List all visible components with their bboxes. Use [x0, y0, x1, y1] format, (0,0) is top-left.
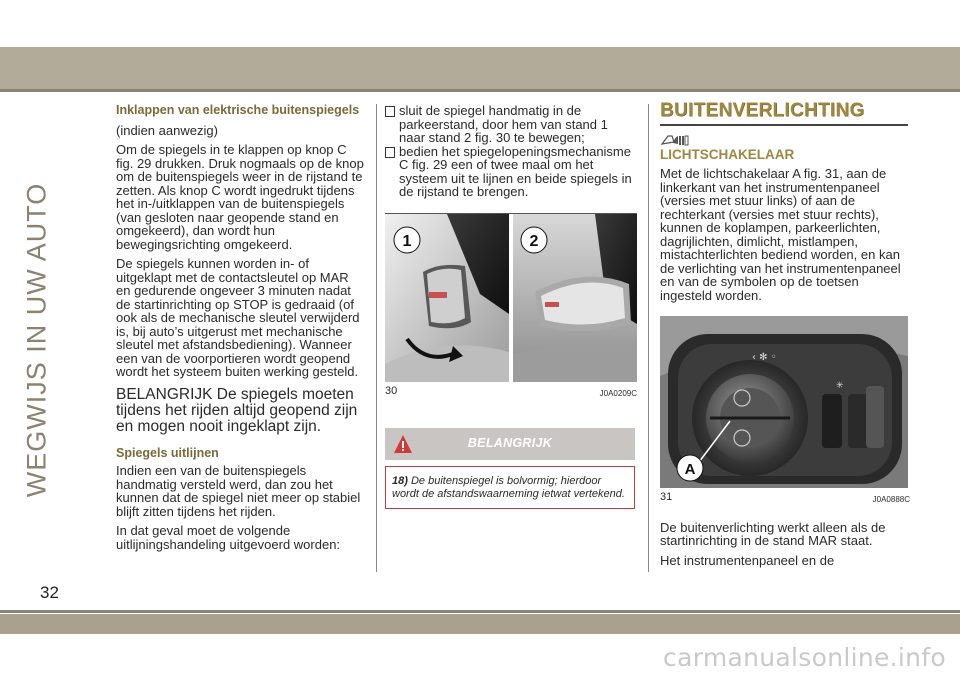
important-note: BELANGRIJK De spiegels moeten tijdens het rijden altijd geopend zijn en mogen nooit ingeklapt zijn.: [116, 385, 358, 435]
figure-code: J0A0888C: [872, 495, 910, 504]
section-heading-mirror-alignment: Spiegels uitlijnen: [116, 445, 219, 460]
paragraph: Met de lichtschakelaar A fig. 31, aan de linkerkant van het instrumentenpaneel (versies met stuur links) of aan de rechterkant (versies met stuur rechts), kunnen de koplampen, parkeerlichten, dagrijlichten, dimlicht, mistlampen, mistachterlichten bediend worden, en kan de verlichting van het instrumentenpaneel en van de symbolen op de toetsen ingesteld worden.: [660, 166, 901, 303]
checkbox-bullet-icon: [385, 106, 395, 117]
svg-text:‹ ✻ ◦: ‹ ✻ ◦: [752, 352, 777, 363]
checkbox-bullet-icon: [385, 147, 395, 158]
section-heading-light-switch: LICHTSCHAKELAAR: [660, 146, 795, 162]
paragraph: Om de spiegels in te klappen op knop C fig. 29 drukken. Druk nogmaals op de knop om de buitenspiegels weer in de rijstand te zetten. Als knop C wordt ingedrukt tijdens het in-/uitklappen van de buitenspiegels (van gesloten naar geopende stand en omgekeerd), dan wordt hun bewegingsrichting omgekeerd.: [116, 142, 364, 252]
heading-rule: [660, 124, 908, 126]
paragraph: De buitenverlichting werkt alleen als de startinrichting in de stand MAR staat.: [660, 519, 886, 548]
light-switch-illustration: [660, 316, 908, 488]
warning-header: [385, 428, 635, 460]
figure-label-a: A: [684, 461, 696, 478]
section-heading-mirror-folding: Inklappen van elektrische buitenspiegels: [116, 103, 360, 117]
figure-30-caption: [385, 385, 637, 401]
top-margin: [0, 0, 960, 47]
vehicle-version-icon: [660, 132, 690, 148]
list-item: [385, 145, 637, 199]
warning-number: 18): [392, 475, 408, 487]
figure-number: 31: [660, 491, 673, 503]
column-divider: [376, 104, 377, 572]
figure-31-light-switch-photo: [660, 316, 908, 488]
section-subheading: (indien aanwezig): [116, 122, 218, 138]
footer-band-line: [0, 610, 960, 613]
watermark-text: carmanualsonline.info: [663, 643, 946, 672]
mirror-photo-illustration: [385, 214, 637, 382]
figure-31-caption: [660, 491, 910, 507]
paragraph: De spiegels kunnen worden in- of uitgeklapt met de contactsleutel op MAR en gedurende ongeveer 3 minuten nadat de startinrichting op STOP is gedraaid (of ook als de mechanische sleutel verwijderd is, bij auto’s uitgerust met mechanische sleutel met afstandsbediening). Wanneer een van de voorportieren wordt geopend wordt het systeem buiten werking gesteld.: [116, 256, 360, 379]
footer-band: [0, 614, 960, 634]
column-middle: [385, 104, 637, 509]
warning-text: De buitenspiegel is bolvormig; hierdoor wordt de afstandswaarneming ietwat vertekend.: [392, 475, 625, 500]
header-band-line: [0, 89, 960, 92]
list-item: [385, 104, 637, 145]
warning-body: [385, 466, 635, 509]
page-number: 32: [40, 583, 59, 602]
figure-code: J0A0209C: [599, 388, 637, 398]
figure-number: 30: [385, 384, 398, 397]
list-item-text: sluit de spiegel handmatig in de parkeerstand, door hem van stand 1 naar stand 2 fig. 30 te bewegen;: [399, 103, 608, 145]
column-divider: [648, 104, 649, 572]
header-band: [0, 47, 960, 89]
side-chapter-title: WEGWIJS IN UW AUTO: [21, 182, 52, 498]
chapter-heading: BUITENVERLICHTING: [660, 100, 865, 121]
column-right: [660, 100, 910, 573]
warning-title: BELANGRIJK: [467, 436, 553, 451]
warning-triangle-icon: [393, 434, 413, 454]
column-left: [116, 104, 366, 557]
svg-text:✳: ✳: [836, 381, 844, 391]
figure-label-2: 2: [529, 232, 539, 250]
figure-30-mirror-photo: [385, 213, 637, 382]
list-item-text: bedien het spiegelopeningsmechanisme C fig. 29 een of twee maal om het systeem uit te lijnen en beide spiegels in de rijstand te brengen.: [399, 143, 632, 199]
important-warning-box: [385, 428, 635, 509]
paragraph: Indien een van de buitenspiegels handmatig versteld werd, dan zou het kunnen dat de spiegel niet meer op stabiel blijft zitten tijdens het rijden.: [116, 463, 361, 519]
paragraph: Het instrumentenpaneel en de: [660, 552, 835, 568]
paragraph: In dat geval moet de volgende uitlijningshandeling uitgevoerd worden:: [116, 523, 341, 552]
figure-label-1: 1: [402, 232, 412, 250]
